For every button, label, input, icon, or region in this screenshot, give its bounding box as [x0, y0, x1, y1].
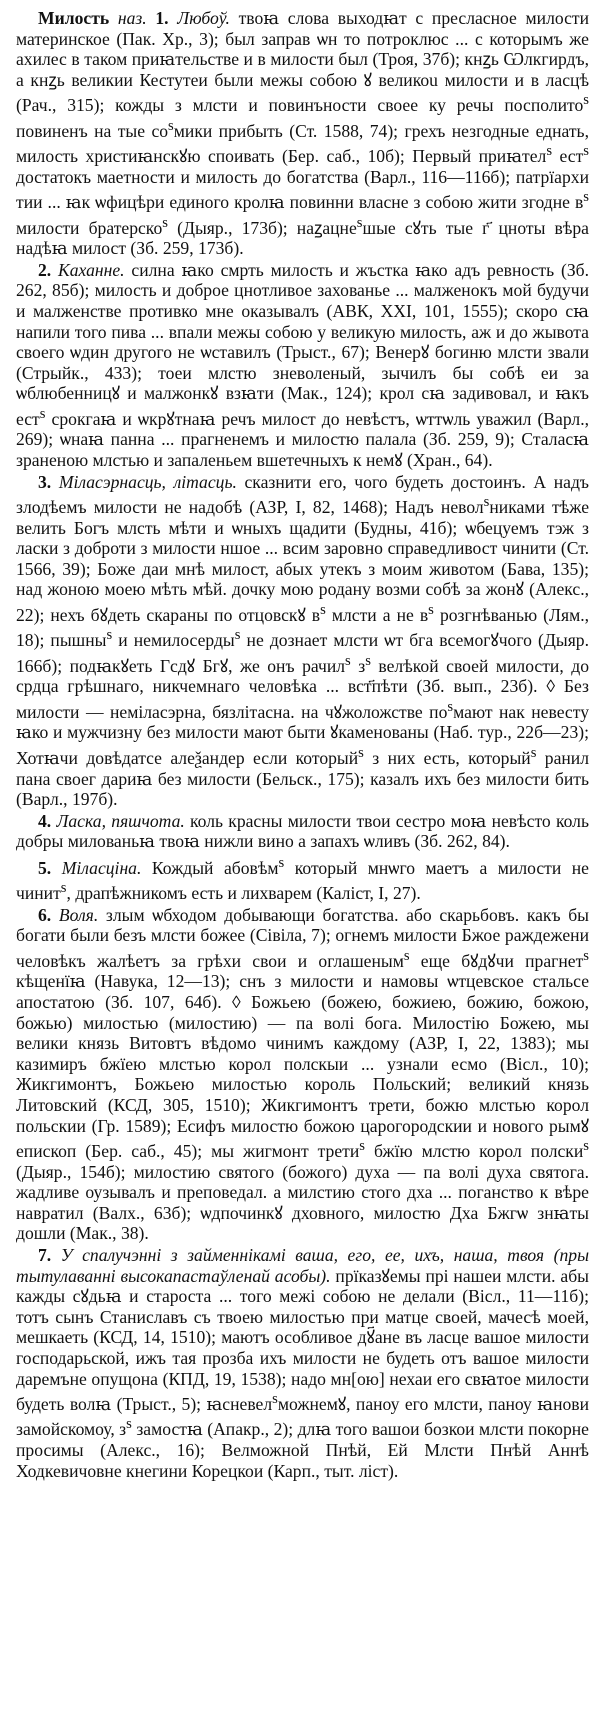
grammar-label: наз.: [117, 8, 147, 28]
sense-gloss: Каханне.: [58, 259, 125, 280]
entry-sense-7: [16, 1245, 589, 1481]
entry-sense-4: [16, 811, 589, 852]
sense-text: прїказꙋемы прі нашеи млсти. абы кажды сꙋдьꙗ и староста ... того межі собою не делали (Вісл., 11—11б); тотъ сынъ Станиславъ съ твоею милостью при матце своей, мачесѣ моей, мешкаеть (КСД, 14, 1510); маютъ особливое дꙋ҃ане въ ласце вашое милости господарьской, ижъ тая прозба ихъ милости не будеть отъ вашое милости даремъне опущона (КПД, 19, 1538); надо мн[ою] нехаи его свꙗтое милости будеть волꙗ (Трыст., 5); ꙗсневел$^s$можнемꙋ, паноу его млсти, паноу ꙗнови замойскомоу, $з^s$ замостꙗ (Апакр., 2); длꙗ того вашои бозкои млсти покорне просимы (Алекс., 16); Велможной Пнѣй, Ей Млсти Пнѣй Аннѣ Ходкевичовне кнегини Корецкои (Карп., тыт. ліст).: [16, 1265, 590, 1481]
entry-sense-1: [16, 8, 589, 259]
entry-sense-6: [16, 905, 589, 1244]
sense-gloss: У спалучэнні з займеннікамі ваша, его, ее, ихъ, наша, твоя (пры тытулаванні высокапастаўленай асобы).: [16, 1245, 589, 1286]
sense-number: 2.: [38, 259, 52, 280]
headword: Милость: [38, 8, 110, 28]
sense-text: твоꙗ слова выходꙗт с пресласное милости материнское (Пак. Хр., 3); был заправ ѡн то потроклюс ... с которымъ же ахилес в таком приꙗтельстве и в милости был (Троя, 37б); кнꙁь Ѡлкгирдъ, а кнꙁь великии Кестутеи были межы собою ꙋ великоu милости и в ласцѣ (Рач., 315); кожды з млсти и повинъности своее ку речы посполито$^s$ повиненъ на тые $со^sмики$ прибыть (Ст. 1588, 74); грехъ незгодные еднать, милость христиꙗнскꙋю споивать (Бер. саб., 10б); Первый приꙗтел$^s$ ест$^s$ достатокъ маетности и милость до богатства (Варл., 116—116б); патрїархи тии ... ꙗк ѡфицѣри единого кролꙗ повинни власне з собою жити згодне $в^s$ милости братерско$^s$ (Дыяр., 173б); наꙁацне$^s$шые сꙋть тые г҃ цноты вѣра надѣꙗ милост (Зб. 259, 173б).: [16, 8, 589, 259]
sense-text: силна ꙗко смрть милость и жъстка ꙗко адъ ревность (Зб. 262, 85б); милость и доброе цнотливое захованье ... малженокъ мой будучи и малженстве противко мне оказывалъ (АВК, ХХІ, 101, 1555); скоро сꙗ напили того пива ... впали межы собою у великую милость, аж и до жывота своего ѡдин другого не ѡставилъ (Трыст., 67); Венерꙋ богиню млсти звали (Стрыйк., 433); тоеи млстю зневоленый, зычилъ бы собѣ еи за ѡблюбенницꙋ и малжонкꙋ взꙗти (Мак., 124); крол сꙗ задивовал, и ꙗкъ ест$^s$ срокгаꙗ и ѡкрꙋтнаꙗ речъ милост до невѣстъ, ѡттѡль уважил (Варл., 269); ѡнаꙗ панна ... прагненемъ и милостю палала (Зб. 259, 9); Сталасꙗ зраненою млстью и запаленьем вшетечныхъ к немꙋ (Хран., 64).: [16, 259, 589, 471]
entry-sense-5: [16, 853, 589, 904]
sense-gloss: Воля.: [58, 904, 99, 925]
entry-sense-2: [16, 260, 589, 471]
sense-text: коль красны милости твои сестро моꙗ невѣсто коль добры милованьꙗ твоꙗ нижли вино а запахъ ѡливъ (Зб. 262, 84).: [16, 810, 589, 852]
sense-number: 5.: [38, 857, 52, 878]
sense-text: сказнити его, чого будеть достоинъ. А надъ злодѣемъ милости не надобѣ (АЗР, І, 82, 1468); Надъ невол$^s$никами тѣже велить Богъ млсть мѣти и ѡныхъ щадити (Будны, 41б); ѡбецуемъ тэж з ласки з доброти з милости ншое ... всим заровно справедливост чинити (Ст. 1566, 39); Боже даи мнѣ милост, абых утекъ з моим животом (Бава, 135); над жоною моею мѣть мѣй. дочку мою родану возми собѣ за жонꙋ (Алекс., 22); нехъ бꙋдеть скараны по отцовскꙋ $в^s$ млсти а не $в^s$ розгнѣванью (Лям., 18); пышны$^s$ и немилосерды$^s$ не дознает млсти ѡт бга всемогꙋчого (Дыяр. 166б); подꙗкꙋеть Гсдꙋ Бгꙋ, же онъ рачил$^s$ $з^s$ велѣкой своей милости, до срдца грѣшнаго, никчемнаго человѣка ... вст҃пѣти (Зб. вып., 23б). ◊ Без милости — неміласэрна, бязлітасна. на чꙋжоложстве $по^sмают$ нaк невесту ꙗко и мужчизну без милости мают быти ꙋкаменованы (Наб. тур., 22б—23); Хотꙗчи довѣдатсе алеѯандер если который$^s$ з них есть, который$^s$ ранил пана своег дариꙗ без милости (Бельск., 175); казалъ ихъ без милости бить (Варл., 197б).: [16, 471, 590, 810]
sense-text: злым ѡбходом добывающи богатства. або скарьбовъ. какъ бы богати были безъ млсти божее (Сівіла, 7); огнемъ милости Бжое раждежени человѣкъ жалѣетъ за грѣхи свои и оглашеным$^s$ еще бꙋдꙋчи прагнет$^s$ кѣщенїꙗ (Навука, 12—13); снъ з милости и намовы ѡтцевское стальсе апостатою (Зб. 107, 64б). ◊ Божьею (божею, божиею, божию, божою, божью) милостью (милостию) — па волі бога. Милостію Божею, мы велики князь Витовтъ вѣдомо чинимъ каждому (АЗР, І, 22, 1383); мы казимиръ бжїею млстью корол полскыи ... узнали есмо (Вісл., 10); Жикгимонтъ, Божьею милостью король Польский; великий князь Литовский (КСД, 305, 1510); Жикгимонтъ трети, божю млстью корол польскии (Гр. 1589); Есифъ милостю божою царогородскии и нового рымꙋ епископ (Бер. саб., 45); мы жигмонт трети$^s$ бжїю млстю корол полски$^s$ (Дыяр., 154б); милостию святого (божого) духа — па волі духа святога. жадливе оузывалъ и преповедал. а милстию стого дха ... поганство к вѣре навратил (Валх., 63б); ѡдпочинкꙋ дховного, милостю Дха Бжгѡ знꙗты дошли (Мак., 38).: [16, 904, 590, 1244]
sense-number: 3.: [38, 471, 52, 492]
entry-sense-3: [16, 472, 589, 810]
sense-text: Кождый абовѣм$^s$ который мнѡго маетъ а милости не чинит$^s$, драпѣжникомъ есть и лихварем (Каліст, І, 27).: [16, 854, 589, 904]
sense-gloss: Любоў.: [177, 8, 230, 28]
sense-number: 1.: [155, 8, 169, 28]
sense-number: 4.: [38, 810, 52, 831]
sense-gloss: Міласціна.: [61, 857, 142, 878]
sense-number: 7.: [38, 1245, 52, 1265]
sense-gloss: Міласэрнасць, літасць.: [58, 471, 237, 492]
sense-number: 6.: [38, 904, 52, 925]
sense-gloss: Ласка, пяшчота.: [56, 810, 185, 831]
